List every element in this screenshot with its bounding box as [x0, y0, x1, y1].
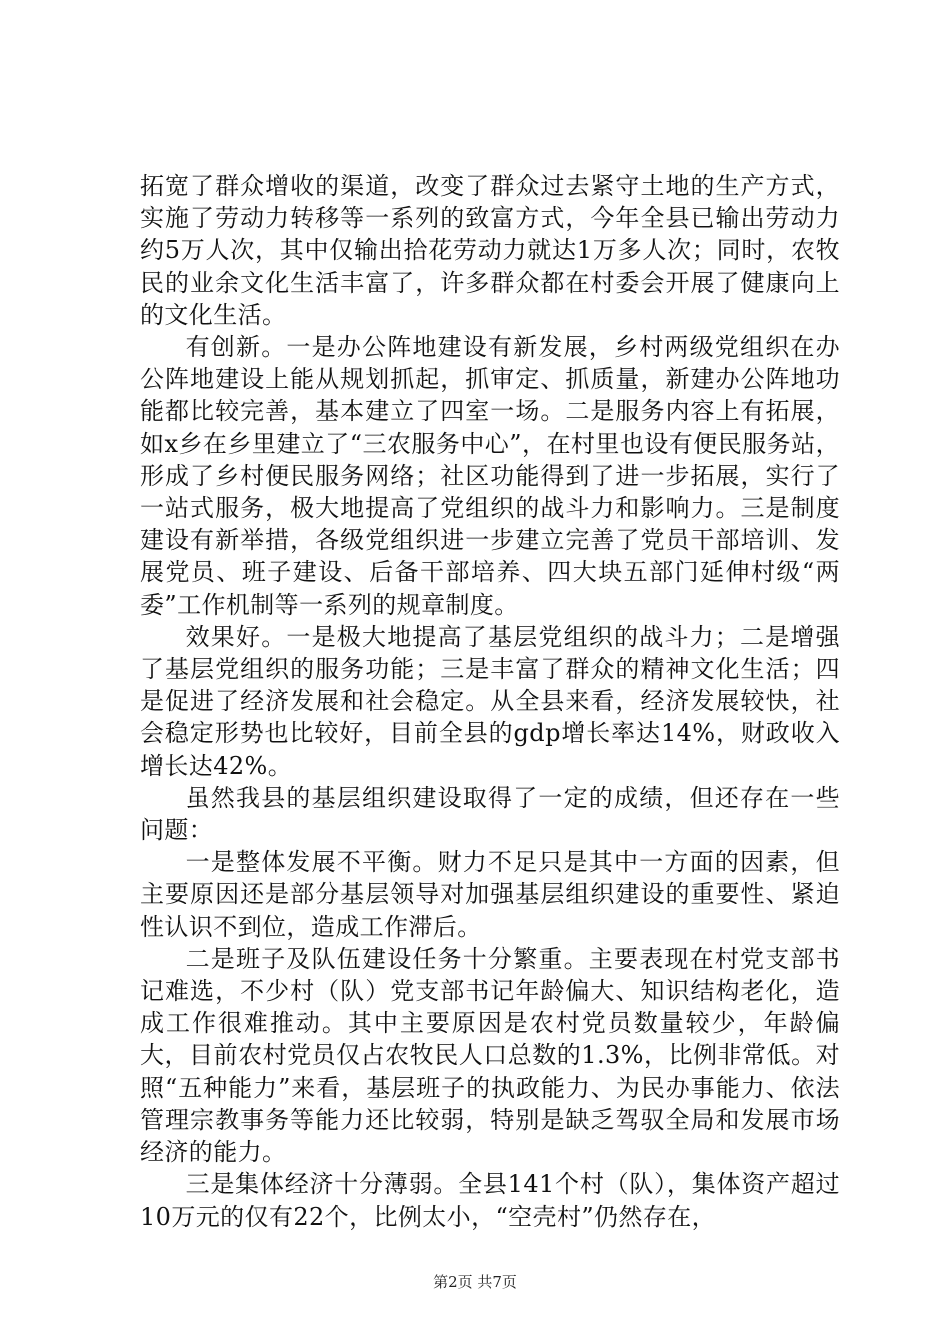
paragraph-income-channels: 拓宽了群众增收的渠道，改变了群众过去紧守土地的生产方式，实施了劳动力转移等一系列的致富方式，今年全县已输出劳动力约5万人次，其中仅输出拾花劳动力就达1万多人次；同时，农牧民的业余文化生活丰富了，许多群众都在村委会开展了健康向上的文化生活。 — [140, 172, 840, 329]
paragraph-innovation: 有创新。一是办公阵地建设有新发展，乡村两级党组织在办公阵地建设上能从规划抓起，抓审定、抓质量，新建办公阵地功能都比较完善，基本建立了四室一场。二是服务内容上有拓展，如x乡在乡里建立了“三农服务中心”，在村里也设有便民服务站，形成了乡村便民服务网络；社区功能得到了进一步拓展，实行了一站式服务，极大地提高了党组织的战斗力和影响力。三是制度建设有新举措，各级党组织进一步建立完善了党员干部培训、发展党员、班子建设、后备干部培养、四大块五部门延伸村级“两委”工作机制等一系列的规章制度。 — [140, 333, 840, 619]
paragraph-problem-three: 三是集体经济十分薄弱。全县141个村（队），集体资产超过10万元的仅有22个，比例太小，“空壳村”仍然存在， — [140, 1170, 840, 1231]
paragraph-problem-two: 二是班子及队伍建设任务十分繁重。主要表现在村党支部书记难选，不少村（队）党支部书记年龄偏大、知识结构老化，造成工作很难推动。其中主要原因是农村党员数量较少，年龄偏大，目前农村党员仅占农牧民人口总数的1.3%，比例非常低。对照“五种能力”来看，基层班子的执政能力、为民办事能力、依法管理宗教事务等能力还比较弱，特别是缺乏驾驭全局和发展市场经济的能力。 — [140, 944, 840, 1167]
document-body — [140, 170, 840, 1233]
paragraph-problems-intro: 虽然我县的基层组织建设取得了一定的成绩，但还存在一些问题： — [140, 783, 840, 845]
paragraph-problem-one: 一是整体发展不平衡。财力不足只是其中一方面的因素，但主要原因还是部分基层领导对加强基层组织建设的重要性、紧迫性认识不到位，造成工作滞后。 — [140, 848, 840, 941]
paragraph-effects: 效果好。一是极大地提高了基层党组织的战斗力；二是增强了基层党组织的服务功能；三是丰富了群众的精神文化生活；四是促进了经济发展和社会稳定。从全县来看，经济发展较快，社会稳定形势也比较好，目前全县的gdp增长率达14%，财政收入增长达42%。 — [140, 622, 840, 780]
page-footer: 第2页 共7页 — [433, 1273, 517, 1291]
